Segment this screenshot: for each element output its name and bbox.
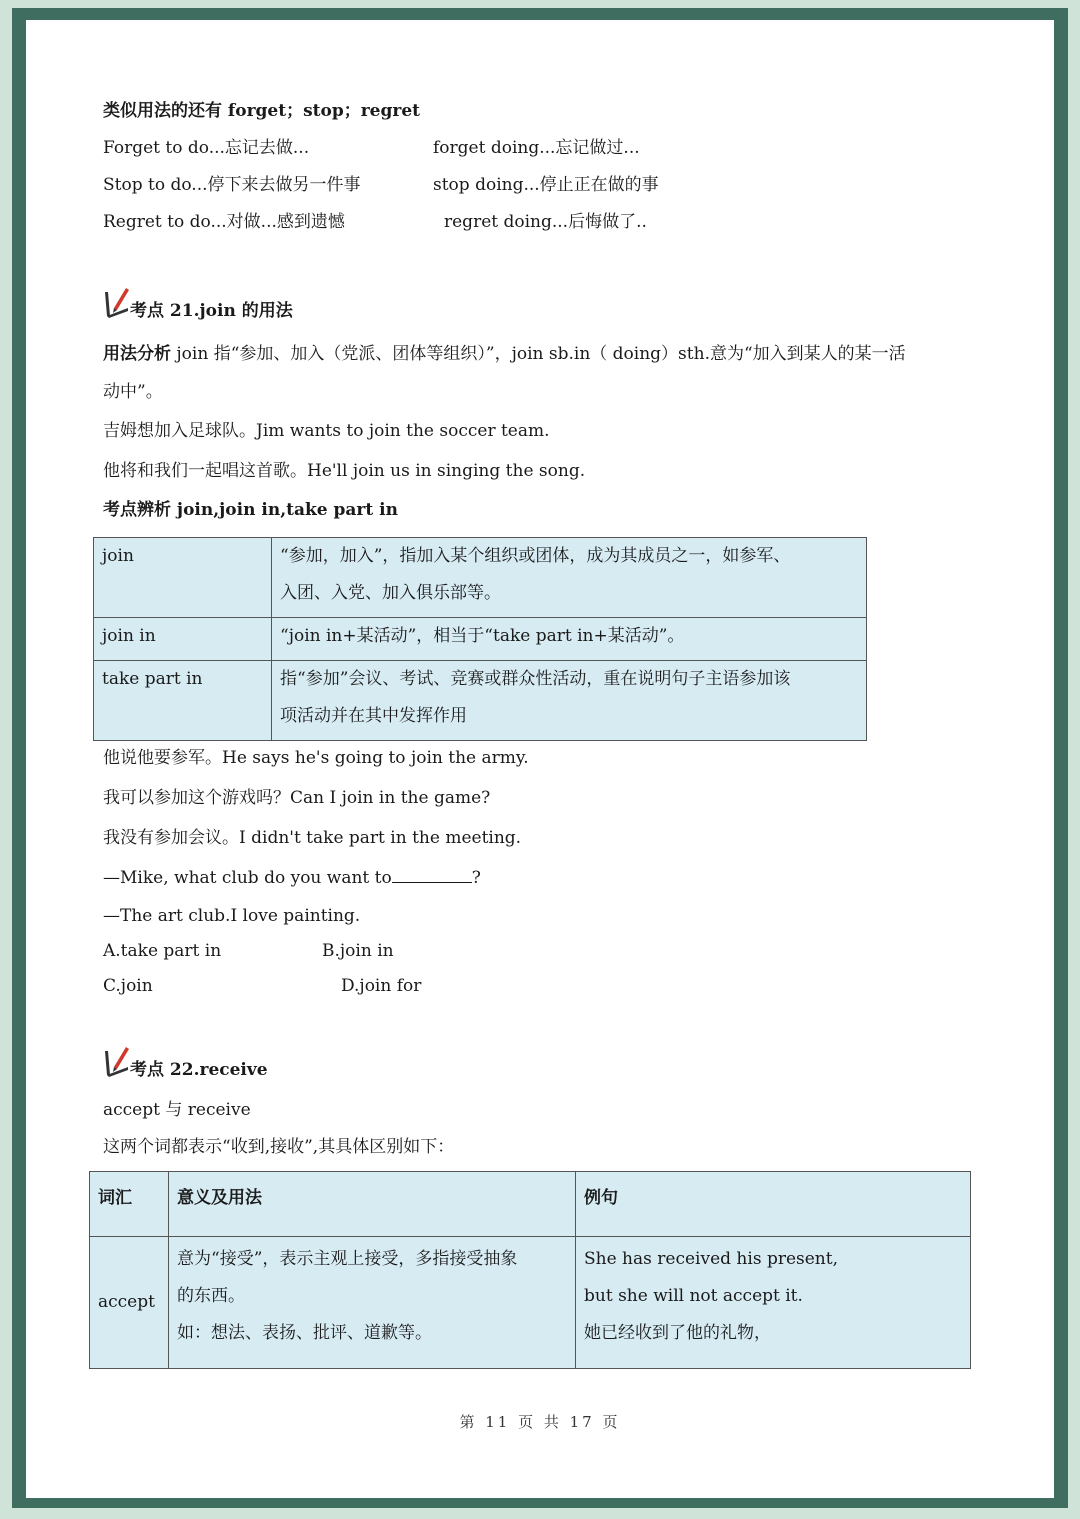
desc-line: “join in+某活动”，相当于“take part in+某活动”。 [280, 626, 685, 646]
pen-icon [102, 286, 132, 320]
example-line: 他将和我们一起唱这首歌。He'll join us in singing the song. [103, 461, 586, 481]
table-header-row [90, 1172, 971, 1237]
intro-row-left: Forget to do...忘记去做... [103, 138, 310, 158]
section-22-heading: 考点 22.receive [130, 1060, 268, 1080]
analysis-text: join 指“参加、加入（党派、团体等组织）”，join sb.in（ doing）sth.意为“加入到某人的某一活 [171, 344, 906, 364]
analysis-line [103, 343, 906, 365]
answer-blank[interactable] [392, 866, 472, 883]
section-21-heading: 考点 21.join 的用法 [130, 301, 293, 321]
example-line: 吉姆想加入足球队。Jim wants to join the soccer team. [103, 421, 550, 441]
question-end: ? [471, 868, 481, 888]
table-row [94, 538, 867, 618]
section-heading [102, 1045, 402, 1081]
example-line: but she will not accept it. [584, 1286, 803, 1306]
meaning-line: 意为“接受”，表示主观上接受，多指接受抽象 [177, 1249, 518, 1269]
example-line: 我可以参加这个游戏吗？Can I join in the game? [103, 788, 491, 808]
section-heading [102, 286, 402, 322]
desc-line: “参加，加入”，指加入某个组织或团体，成为其成员之一，如参军、 [280, 546, 791, 566]
header-meaning: 意义及用法 [169, 1172, 576, 1237]
option-d: D.join for [341, 976, 422, 996]
answer-line: —The art club.I love painting. [103, 906, 361, 926]
accept-receive-table [89, 1171, 971, 1369]
table-desc [272, 618, 867, 661]
compare-title: 考点辨析 join,join in,take part in [103, 500, 398, 520]
header-example: 例句 [576, 1172, 971, 1237]
table-row [94, 661, 867, 741]
table-term: join [94, 538, 272, 618]
table-term: take part in [94, 661, 272, 741]
table-row [94, 618, 867, 661]
meaning-line: 的东西。 [177, 1286, 245, 1306]
example-line: She has received his present, [584, 1249, 838, 1269]
intro-row-right: regret doing...后悔做了.. [444, 212, 647, 232]
example-line: 我没有参加会议。I didn't take part in the meeting. [103, 828, 522, 848]
intro-row-left: Stop to do...停下来去做另一件事 [103, 175, 361, 195]
option-a: A.take part in [103, 941, 222, 961]
desc-line: 入团、入党、加入俱乐部等。 [280, 583, 501, 603]
intro-title: 类似用法的还有 forget；stop；regret [103, 101, 421, 121]
intro-row-right: stop doing...停止正在做的事 [433, 175, 659, 195]
example-line: 她已经收到了他的礼物， [584, 1323, 771, 1343]
header-word: 词汇 [90, 1172, 169, 1237]
table-row [90, 1237, 971, 1369]
intro-row-left: Regret to do...对做...感到遗憾 [103, 212, 345, 232]
option-c: C.join [103, 976, 153, 996]
table-desc [272, 661, 867, 741]
table-term: join in [94, 618, 272, 661]
question-text: —Mike, what club do you want to [103, 868, 392, 888]
analysis-text-2: 动中”。 [103, 382, 163, 402]
desc-line: 指“参加”会议、考试、竞赛或群众性活动，重在说明句子主语参加该 [280, 669, 791, 689]
example-line: 他说他要参军。He says he's going to join the army. [103, 748, 529, 768]
table-desc [272, 538, 867, 618]
meaning-line: 如：想法、表扬、批评、道歉等。 [177, 1323, 432, 1343]
desc-line: 项活动并在其中发挥作用 [280, 706, 467, 726]
question-line [103, 866, 481, 889]
join-comparison-table [93, 537, 867, 741]
row-meaning [169, 1237, 576, 1369]
option-b: B.join in [322, 941, 394, 961]
pen-icon [102, 1045, 132, 1079]
intro-row-right: forget doing...忘记做过... [433, 138, 640, 158]
analysis-label: 用法分析 [103, 344, 171, 364]
row-word: accept [90, 1237, 169, 1369]
row-example [576, 1237, 971, 1369]
section-22-line: 这两个词都表示“收到,接收”,其具体区别如下： [103, 1137, 455, 1157]
page-number: 第 11 页 共 17 页 [459, 1413, 621, 1431]
section-22-line: accept 与 receive [103, 1100, 251, 1120]
